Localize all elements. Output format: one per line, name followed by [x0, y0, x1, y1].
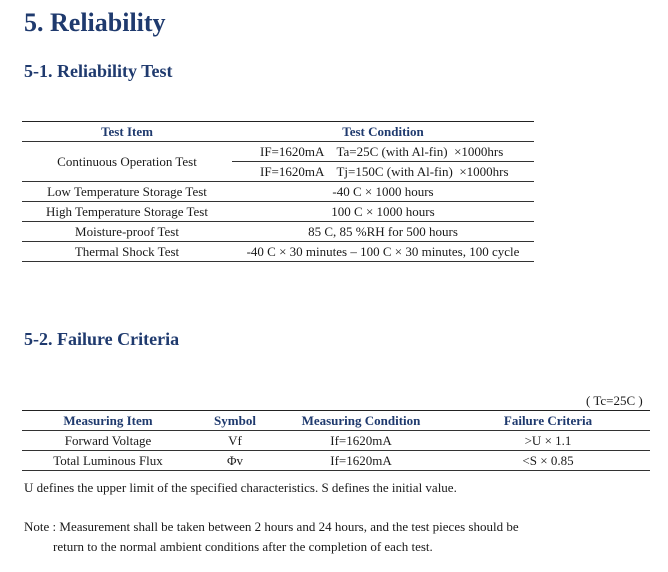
table-rule: [22, 121, 534, 122]
col-header-measuring-item: Measuring Item: [63, 413, 153, 428]
note-text-line1: Note : Measurement shall be taken between 2 hours and 24 hours, and the test pieces should be: [24, 519, 519, 534]
table-cell-condition: IF=1620mA Ta=25C (with Al-fin) ×1000hrs: [260, 144, 504, 159]
table-rule: [22, 181, 534, 182]
col-header-measuring-condition: Measuring Condition: [301, 413, 421, 428]
table-rule: [22, 141, 534, 142]
tc-note: ( Tc=25C ): [586, 393, 643, 408]
table-rule: [22, 450, 650, 451]
table-cell-item: Forward Voltage: [64, 433, 152, 448]
table-cell-condition: If=1620mA: [330, 453, 392, 468]
table-cell-condition: If=1620mA: [330, 433, 392, 448]
table-cell-condition: 85 C, 85 %RH for 500 hours: [308, 224, 458, 239]
table-cell-item: Moisture-proof Test: [75, 224, 179, 239]
col-header-failure-criteria: Failure Criteria: [503, 413, 593, 428]
table-cell-symbol: Φv: [226, 453, 243, 468]
table-rule: [22, 470, 650, 471]
table-rule: [22, 221, 534, 222]
table-rule: [22, 410, 650, 411]
table-cell-condition: -40 C × 1000 hours: [332, 184, 434, 199]
table-cell-condition: 100 C × 1000 hours: [331, 204, 435, 219]
table-cell-item: Total Luminous Flux: [53, 453, 163, 468]
col-header-test-item: Test Item: [101, 124, 153, 139]
table-rule: [232, 161, 534, 162]
table-cell-criteria: >U × 1.1: [524, 433, 572, 448]
table-rule: [22, 430, 650, 431]
page-title: 5. Reliability: [24, 8, 166, 37]
table-cell-criteria: <S × 0.85: [522, 453, 574, 468]
table-cell-condition: -40 C × 30 minutes – 100 C × 30 minutes, 100 cycle: [246, 244, 520, 259]
definition-text: U defines the upper limit of the specified characteristics. S defines the initial value.: [24, 480, 457, 495]
col-header-symbol: Symbol: [214, 413, 256, 428]
table-rule: [22, 201, 534, 202]
col-header-test-condition: Test Condition: [342, 124, 424, 139]
table-cell-symbol: Vf: [228, 433, 242, 448]
section-heading-reliability-test: 5-1. Reliability Test: [24, 61, 173, 81]
table-rule: [22, 241, 534, 242]
table-rule: [22, 261, 534, 262]
table-cell-item: Thermal Shock Test: [74, 244, 180, 259]
table-cell-condition: IF=1620mA Tj=150C (with Al-fin) ×1000hrs: [260, 164, 509, 179]
section-heading-failure-criteria: 5-2. Failure Criteria: [24, 329, 180, 349]
table-cell-item: High Temperature Storage Test: [46, 204, 208, 219]
table-cell-item: Low Temperature Storage Test: [47, 184, 207, 199]
table-cell-item: Continuous Operation Test: [57, 154, 197, 169]
note-text-line2: return to the normal ambient conditions after the completion of each test.: [53, 539, 433, 554]
